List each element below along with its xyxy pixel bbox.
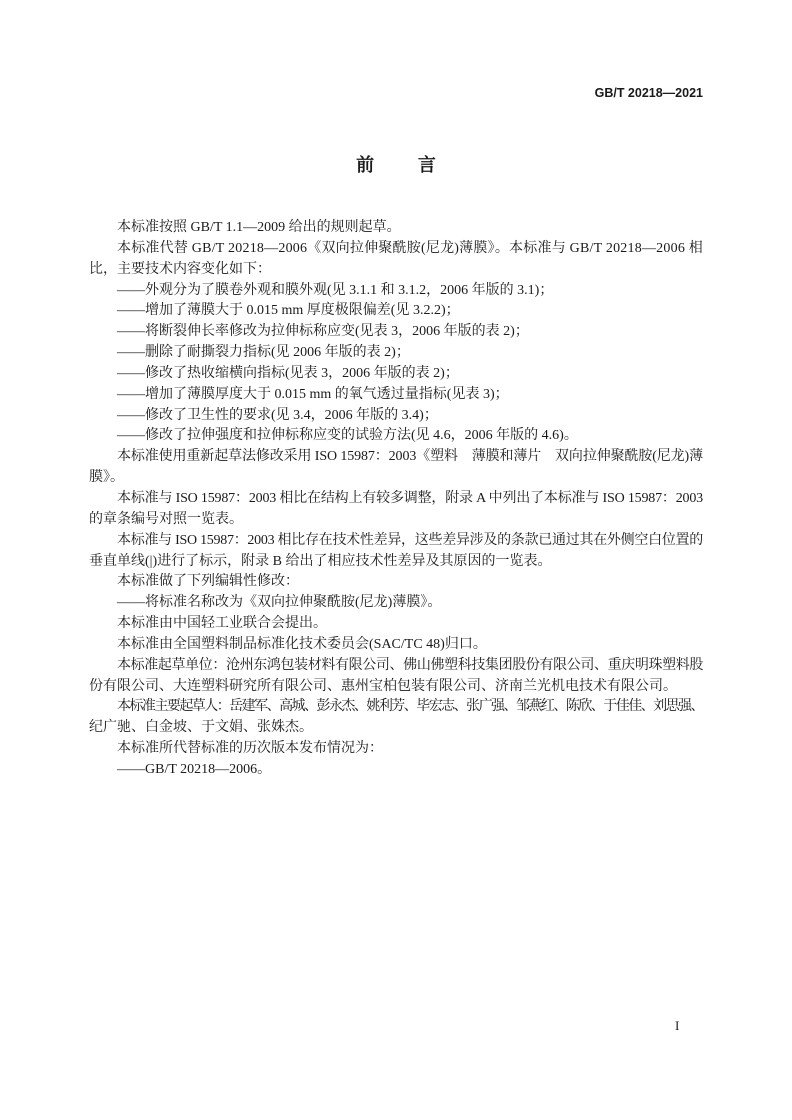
text-line: 本标准起草单位：沧州东鸿包装材料有限公司、佛山佛塑科技集团股份有限公司、重庆明珠塑料股 [117, 657, 703, 673]
text-line: ——将断裂伸长率修改为拉伸标称应变(见表 3，2006 年版的表 2)； [117, 324, 529, 340]
paragraph-drafters [89, 697, 703, 739]
list-item [89, 322, 703, 343]
paragraph-previous-editions [89, 739, 703, 760]
paragraph-iso-adoption [89, 447, 703, 489]
paragraph-replacement [89, 239, 703, 281]
text-line: 本标准与 ISO 15987：2003 相比在结构上有较多调整，附录 A 中列出了本标准与 ISO 15987：2003 [117, 490, 703, 506]
text-line: 本标准按照 GB/T 1.1—2009 给出的规则起草。 [117, 220, 401, 235]
text-line: 本标准主要起草人：岳建军、高城、彭永杰、姚利芳、毕宏志、张广强、邹燕红、陈欣、于佳佳、刘思强、 [117, 699, 703, 715]
text-line: ——外观分为了膜卷外观和膜外观(见 3.1.1 和 3.1.2，2006 年版的 3.1)； [117, 282, 554, 298]
text-line: 比，主要技术内容变化如下： [89, 261, 271, 277]
text-line: ——增加了薄膜厚度大于 0.015 mm 的氧气透过量指标(见表 3)； [117, 386, 509, 402]
list-item [89, 343, 703, 364]
list-item [89, 281, 703, 302]
list-item [89, 593, 703, 614]
list-item [89, 760, 703, 781]
text-line: ——GB/T 20218—2006。 [117, 761, 272, 777]
list-item [89, 364, 703, 385]
list-item [89, 426, 703, 447]
text-line: ——修改了拉伸强度和拉伸标称应变的试验方法(见 4.6，2006 年版的 4.6)。 [117, 428, 578, 444]
paragraph-drafting-rules [89, 218, 703, 239]
text-line: 纪广驰、白金坡、于文娟、张姝杰。 [89, 720, 313, 736]
paragraph-committee [89, 635, 703, 656]
text-line: 本标准做了下列编辑性修改： [117, 574, 299, 590]
list-item [89, 301, 703, 322]
paragraph-drafting-organizations [89, 656, 703, 698]
text-line: 的章条编号对照一览表。 [89, 511, 243, 527]
paragraph-editorial-changes [89, 572, 703, 593]
text-line: ——增加了薄膜大于 0.015 mm 厚度极限偏差(见 3.2.2)； [117, 303, 460, 319]
text-line: ——修改了卫生性的要求(见 3.4，2006 年版的 3.4)； [117, 407, 438, 423]
text-line: 份有限公司、大连塑料研究所有限公司、惠州宝柏包装有限公司、济南兰光机电技术有限公司。 [89, 678, 677, 694]
foreword-body [89, 218, 703, 781]
page-title: 前 言 [356, 155, 439, 175]
text-line: 本标准使用重新起草法修改采用 ISO 15987：2003《塑料 薄膜和薄片 双向拉伸聚酰胺(尼龙)薄 [117, 449, 703, 465]
text-line: 本标准与 ISO 15987：2003 相比存在技术性差异，这些差异涉及的条款已通过其在外侧空白位置的 [117, 532, 703, 548]
paragraph-structure-changes [89, 489, 703, 531]
text-line: 本标准代替 GB/T 20218—2006《双向拉伸聚酰胺(尼龙)薄膜》。本标准与 GB/T 20218—2006 相 [117, 240, 703, 256]
paragraph-technical-differences [89, 531, 703, 573]
text-line: ——删除了耐撕裂力指标(见 2006 年版的表 2)； [117, 345, 410, 361]
paragraph-proposer [89, 614, 703, 635]
page-number: I [675, 1018, 680, 1033]
text-line: 垂直单线(|)进行了标示，附录 B 给出了相应技术性差异及其原因的一览表。 [89, 553, 552, 569]
text-line: 本标准所代替标准的历次版本发布情况为： [117, 741, 383, 757]
text-line: 本标准由全国塑料制品标准化技术委员会(SAC/TC 48)归口。 [117, 636, 487, 652]
list-item [89, 385, 703, 406]
list-item [89, 406, 703, 427]
text-line: 膜》。 [89, 470, 124, 486]
text-line: ——修改了热收缩横向指标(见表 3，2006 年版的表 2)； [117, 365, 459, 381]
text-line: 本标准由中国轻工业联合会提出。 [117, 616, 327, 632]
text-line: ——将标准名称改为《双向拉伸聚酰胺(尼龙)薄膜》。 [117, 595, 442, 611]
standard-number-header: GB/T 20218—2021 [594, 86, 703, 100]
